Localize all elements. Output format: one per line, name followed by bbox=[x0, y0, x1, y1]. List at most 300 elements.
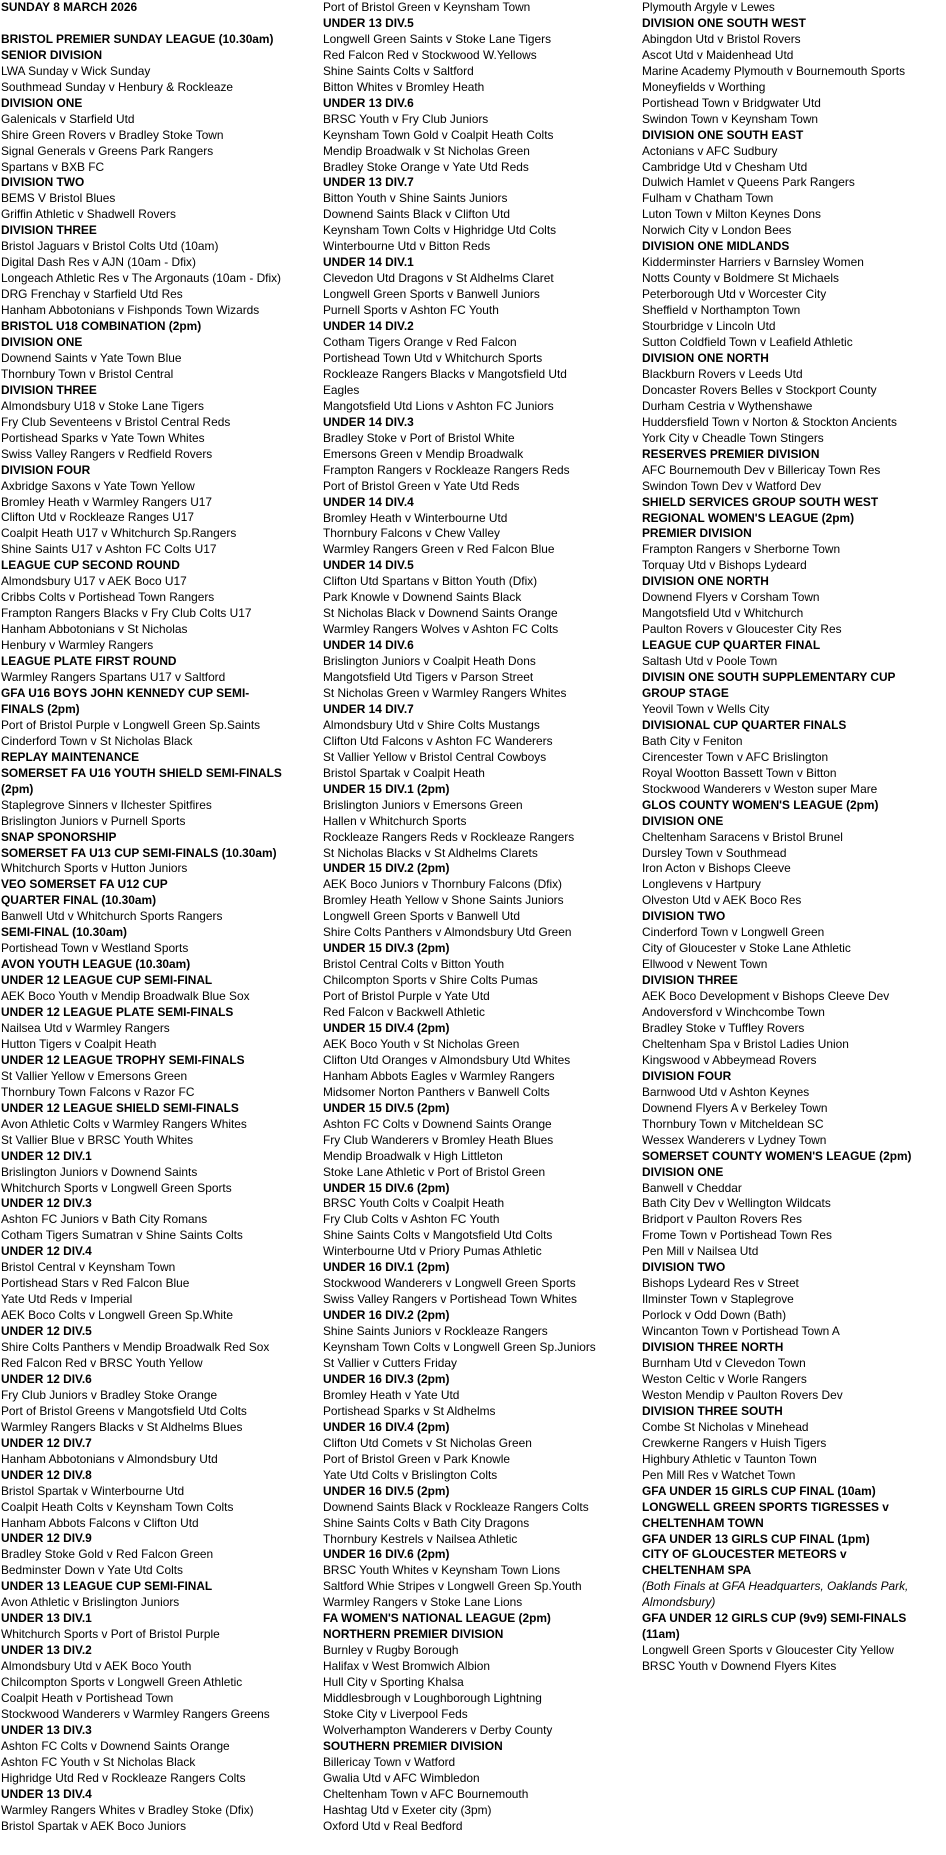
fixture-line: Ascot Utd v Maidenhead Utd bbox=[642, 47, 794, 62]
fixture-line: Longwell Green Sports v Banwell Juniors bbox=[323, 287, 540, 302]
fixture-line: Spartans v BXB FC bbox=[1, 159, 105, 174]
fixture-line: Henbury v Warmley Rangers bbox=[1, 638, 154, 653]
fixture-line: Nailsea Utd v Warmley Rangers bbox=[1, 1020, 170, 1035]
fixture-line: Yate Utd Reds v Imperial bbox=[1, 1292, 133, 1307]
fixture-line: Bristol Central v Keynsham Town bbox=[1, 1260, 176, 1275]
fixture-line: Portishead Town v Bridgwater Utd bbox=[642, 95, 821, 110]
fixture-line: Bath City v Feniton bbox=[642, 733, 743, 748]
fixture-line: Pen Mill v Nailsea Utd bbox=[642, 1244, 759, 1259]
fixture-line: Keynsham Town Colts v Longwell Green Sp.Juniors bbox=[323, 1340, 596, 1355]
fixture-line: St Nicholas Blacks v St Aldhelms Clarets bbox=[323, 845, 538, 860]
section-heading: FA WOMEN'S NATIONAL LEAGUE (2pm) bbox=[323, 1611, 551, 1626]
fixture-line: Stockwood Wanderers v Weston super Mare bbox=[642, 781, 878, 796]
fixtures-column-3 bbox=[642, 0, 946, 1675]
section-heading: UNDER 12 DIV.3 bbox=[1, 1196, 92, 1211]
fixture-line: Fry Club Wanderers v Bromley Heath Blues bbox=[323, 1132, 554, 1147]
fixture-line: Brislington Juniors v Coalpit Heath Dons bbox=[323, 654, 536, 669]
section-heading: UNDER 16 DIV.5 (2pm) bbox=[323, 1483, 450, 1498]
fixture-line: Red Falcon Red v Stockwood W.Yellows bbox=[323, 47, 537, 62]
fixture-line: Red Falcon v Backwell Athletic bbox=[323, 1005, 485, 1020]
fixture-line: St Nicholas Black v Downend Saints Orange bbox=[323, 606, 558, 621]
fixture-line: Bristol Jaguars v Bristol Colts Utd (10am) bbox=[1, 239, 219, 254]
fixture-line: Rockleaze Rangers Reds v Rockleaze Rangers bbox=[323, 829, 575, 844]
fixture-line: Hanham Abbotonians v Fishponds Town Wizards bbox=[1, 303, 260, 318]
fixture-line: Highbury Athletic v Taunton Town bbox=[642, 1451, 817, 1466]
fixture-line: Downend Saints v Yate Town Blue bbox=[1, 350, 182, 365]
section-heading: (11am) bbox=[642, 1627, 680, 1642]
fixture-line: Longwell Green Sports v Banwell Utd bbox=[323, 909, 520, 924]
fixture-line: Longlevens v Hartpury bbox=[642, 877, 761, 892]
fixture-line: Port of Bristol Purple v Longwell Green Sp.Saints bbox=[1, 717, 261, 732]
fixture-line: Mangotsfield Utd Tigers v Parson Street bbox=[323, 670, 534, 685]
section-heading: UNDER 16 DIV.2 (2pm) bbox=[323, 1308, 450, 1323]
fixture-line: Combe St Nicholas v Minehead bbox=[642, 1419, 809, 1434]
fixture-line: Bitton Whites v Bromley Heath bbox=[323, 79, 485, 94]
fixture-line: Clifton Utd Oranges v Almondsbury Utd Whites bbox=[323, 1052, 571, 1067]
fixture-line: Cirencester Town v AFC Brislington bbox=[642, 749, 829, 764]
section-heading: DIVISION FOUR bbox=[642, 1068, 732, 1083]
section-heading: UNDER 14 DIV.7 bbox=[323, 701, 414, 716]
section-heading: UNDER 13 DIV.2 bbox=[1, 1643, 92, 1658]
fixture-line: Downend Flyers A v Berkeley Town bbox=[642, 1100, 828, 1115]
fixture-line: Chilcompton Sports v Longwell Green Athletic bbox=[1, 1675, 243, 1690]
section-heading: DIVISION TWO bbox=[1, 175, 85, 190]
section-heading: SOMERSET COUNTY WOMEN'S LEAGUE (2pm) bbox=[642, 1148, 912, 1163]
fixture-line: Port of Bristol Purple v Yate Utd bbox=[323, 989, 490, 1004]
fixture-line: DRG Frenchay v Starfield Utd Res bbox=[1, 287, 183, 302]
section-heading: UNDER 13 DIV.6 bbox=[323, 95, 414, 110]
fixture-line: BRSC Youth Colts v Coalpit Heath bbox=[323, 1196, 505, 1211]
fixture-line: Portishead Sparks v Yate Town Whites bbox=[1, 430, 205, 445]
fixture-line: Clifton Utd Comets v St Nicholas Green bbox=[323, 1435, 532, 1450]
fixture-line: Fry Club Seventeens v Bristol Central Reds bbox=[1, 414, 231, 429]
fixture-line: Bradley Stoke v Port of Bristol White bbox=[323, 430, 515, 445]
fixture-line: Sheffield v Northampton Town bbox=[642, 303, 801, 318]
fixture-line: Dulwich Hamlet v Queens Park Rangers bbox=[642, 175, 855, 190]
section-heading: UNDER 15 DIV.2 (2pm) bbox=[323, 861, 450, 876]
fixture-line: Stourbridge v Lincoln Utd bbox=[642, 319, 776, 334]
section-heading: UNDER 12 DIV.5 bbox=[1, 1324, 92, 1339]
section-heading: DIVISION ONE bbox=[1, 95, 83, 110]
section-heading: PREMIER DIVISION bbox=[642, 526, 752, 541]
fixture-line: Cambridge Utd v Chesham Utd bbox=[642, 159, 808, 174]
fixture-line: Hanham Abbots Eagles v Warmley Rangers bbox=[323, 1068, 555, 1083]
fixture-line: Marine Academy Plymouth v Bournemouth Sports bbox=[642, 63, 906, 78]
fixture-line: Longeach Athletic Res v The Argonauts (10am - Dfix) bbox=[1, 271, 282, 286]
section-heading: VEO SOMERSET FA U12 CUP bbox=[1, 877, 168, 892]
section-heading: DIVISION ONE bbox=[642, 1164, 724, 1179]
fixture-line: Bromley Heath v Warmley Rangers U17 bbox=[1, 494, 213, 509]
fixture-line: Mendip Broadwalk v St Nicholas Green bbox=[323, 143, 530, 158]
section-heading: REGIONAL WOMEN'S LEAGUE (2pm) bbox=[642, 510, 855, 525]
fixture-line: Whitchurch Sports v Longwell Green Sports bbox=[1, 1180, 232, 1195]
section-heading: GFA UNDER 15 GIRLS CUP FINAL (10am) bbox=[642, 1483, 876, 1498]
fixture-line: AEK Boco Juniors v Thornbury Falcons (Dfix) bbox=[323, 877, 563, 892]
section-heading: DIVISION THREE SOUTH bbox=[642, 1403, 783, 1418]
fixture-line: Swiss Valley Rangers v Portishead Town Whites bbox=[323, 1292, 577, 1307]
fixture-line: Bradley Stoke v Tuffley Rovers bbox=[642, 1021, 805, 1035]
fixture-line: York City v Cheadle Town Stingers bbox=[642, 430, 824, 445]
fixture-line: Durham Cestria v Wythenshawe bbox=[642, 398, 813, 413]
section-heading: REPLAY MAINTENANCE bbox=[1, 749, 140, 764]
fixture-line: St Vallier Blue v BRSC Youth Whites bbox=[1, 1132, 194, 1147]
fixture-line: Yate Utd Colts v Brislington Colts bbox=[323, 1467, 498, 1482]
fixture-line: Frampton Rangers Blacks v Fry Club Colts U17 bbox=[1, 606, 252, 621]
fixture-line: Thornbury Town v Bristol Central bbox=[1, 366, 174, 381]
fixture-line: Clifton Utd v Rockleaze Ranges U17 bbox=[1, 510, 194, 525]
fixture-line: Shine Saints Colts v Bath City Dragons bbox=[323, 1515, 530, 1530]
fixture-line: Bridport v Paulton Rovers Res bbox=[642, 1212, 802, 1227]
section-heading: UNDER 12 LEAGUE SHIELD SEMI-FINALS bbox=[1, 1100, 239, 1115]
fixture-line: Red Falcon Red v BRSC Youth Yellow bbox=[1, 1356, 203, 1370]
fixture-line: Bromley Heath Yellow v Shone Saints Juniors bbox=[323, 893, 564, 908]
fixture-line: Warmley Rangers Spartans U17 v Saltford bbox=[1, 670, 226, 685]
fixture-line: Swindon Town Dev v Watford Dev bbox=[642, 478, 822, 493]
fixture-line: Shire Colts Panthers v Almondsbury Utd Green bbox=[323, 925, 572, 940]
section-heading: DIVISION ONE NORTH bbox=[642, 574, 769, 589]
fixture-line: Kidderminster Harriers v Barnsley Women bbox=[642, 255, 864, 270]
fixture-line: Coalpit Heath v Portishead Town bbox=[1, 1691, 174, 1706]
fixture-line: Clevedon Utd Dragons v St Aldhelms Claret bbox=[323, 271, 554, 286]
fixture-line: BRSC Youth Whites v Keynsham Town Lions bbox=[323, 1563, 561, 1578]
fixture-line: Oxford Utd v Real Bedford bbox=[323, 1818, 463, 1833]
fixture-line: Ashton FC Colts v Downend Saints Orange bbox=[323, 1116, 552, 1131]
section-heading: DIVISION ONE bbox=[642, 813, 724, 828]
fixture-line: Clifton Utd Falcons v Ashton FC Wanderers bbox=[323, 733, 553, 748]
section-heading: UNDER 13 DIV.1 bbox=[1, 1611, 92, 1626]
fixture-line: Wessex Wanderers v Lydney Town bbox=[642, 1132, 827, 1147]
section-heading: GFA UNDER 12 GIRLS CUP (9v9) SEMI-FINALS bbox=[642, 1611, 907, 1626]
fixture-line: Banwell Utd v Whitchurch Sports Rangers bbox=[1, 909, 223, 924]
section-heading: DIVISION FOUR bbox=[1, 462, 91, 477]
fixture-line: Warmley Rangers Green v Red Falcon Blue bbox=[323, 542, 555, 557]
section-heading: UNDER 12 DIV.7 bbox=[1, 1435, 92, 1450]
fixture-line: Highridge Utd Red v Rockleaze Rangers Colts bbox=[1, 1770, 246, 1785]
fixture-line: Avon Athletic Colts v Warmley Rangers Whites bbox=[1, 1116, 247, 1131]
fixture-line: Bristol Spartak v Coalpit Heath bbox=[323, 765, 485, 780]
fixture-line: Warmley Rangers Blacks v St Aldhelms Blues bbox=[1, 1419, 243, 1434]
fixture-line: AEK Boco Development v Bishops Cleeve Dev bbox=[642, 989, 890, 1004]
section-heading: GFA UNDER 13 GIRLS CUP FINAL (1pm) bbox=[642, 1531, 870, 1546]
fixture-line: Porlock v Odd Down (Bath) bbox=[642, 1308, 787, 1323]
section-heading: BRISTOL U18 COMBINATION (2pm) bbox=[1, 319, 202, 334]
venue-note: (Both Finals at GFA Headquarters, Oaklands Park, bbox=[642, 1579, 909, 1594]
fixture-line: Bishops Lydeard Res v Street bbox=[642, 1276, 799, 1291]
section-heading: SENIOR DIVISION bbox=[1, 47, 103, 62]
fixture-line: Gwalia Utd v AFC Wimbledon bbox=[323, 1770, 480, 1785]
fixture-line: Cheltenham Spa v Bristol Ladies Union bbox=[642, 1036, 849, 1051]
section-heading: UNDER 15 DIV.4 (2pm) bbox=[323, 1021, 450, 1035]
fixture-line: Bradley Stoke Gold v Red Falcon Green bbox=[1, 1547, 214, 1562]
section-heading: UNDER 12 DIV.1 bbox=[1, 1148, 92, 1163]
fixture-line: Huddersfield Town v Norton & Stockton Ancients bbox=[642, 414, 897, 429]
fixture-line: Mendip Broadwalk v High Littleton bbox=[323, 1148, 503, 1163]
fixture-line: Port of Bristol Green v Park Knowle bbox=[323, 1451, 511, 1466]
fixture-line: Keynsham Town Gold v Coalpit Heath Colts bbox=[323, 127, 554, 142]
fixture-line: Shire Green Rovers v Bradley Stoke Town bbox=[1, 127, 224, 142]
fixture-line: Swindon Town v Keynsham Town bbox=[642, 111, 819, 126]
fixture-line: Digital Dash Res v AJN (10am - Dfix) bbox=[1, 255, 196, 270]
fixture-line: Cotham Tigers Sumatran v Shine Saints Colts bbox=[1, 1228, 243, 1243]
fixture-line: Griffin Athletic v Shadwell Rovers bbox=[1, 207, 176, 222]
section-heading: UNDER 13 DIV.3 bbox=[1, 1722, 92, 1737]
section-heading: UNDER 15 DIV.1 (2pm) bbox=[323, 781, 450, 796]
venue-note: Almondsbury) bbox=[642, 1595, 716, 1610]
section-heading: SNAP SPONORSHIP bbox=[1, 829, 117, 844]
section-heading: UNDER 12 DIV.8 bbox=[1, 1467, 92, 1482]
fixture-line: Moneyfields v Worthing bbox=[642, 79, 766, 94]
fixture-line: Blackburn Rovers v Leeds Utd bbox=[642, 366, 803, 381]
fixture-line: Hallen v Whitchurch Sports bbox=[323, 813, 467, 828]
fixture-line: Portishead Stars v Red Falcon Blue bbox=[1, 1276, 190, 1291]
fixture-line: Ilminster Town v Staplegrove bbox=[642, 1292, 794, 1307]
section-heading: DIVISION ONE MIDLANDS bbox=[642, 239, 790, 254]
fixture-line: Stoke Lane Athletic v Port of Bristol Green bbox=[323, 1164, 546, 1179]
section-heading: CHELTENHAM TOWN bbox=[642, 1515, 764, 1530]
fixture-line: Almondsbury Utd v Shire Colts Mustangs bbox=[323, 717, 540, 732]
fixture-line: Banwell v Cheddar bbox=[642, 1180, 742, 1195]
fixture-line: Southmead Sunday v Henbury & Rockleaze bbox=[1, 79, 234, 94]
section-heading: DIVISION THREE bbox=[1, 382, 97, 397]
section-heading: UNDER 16 DIV.3 (2pm) bbox=[323, 1371, 450, 1386]
fixture-line: Kingswood v Abbeymead Rovers bbox=[642, 1052, 817, 1067]
section-heading: LEAGUE CUP QUARTER FINAL bbox=[642, 638, 821, 653]
fixture-line: Halifax v West Bromwich Albion bbox=[323, 1659, 490, 1674]
fixture-line: Bromley Heath v Winterbourne Utd bbox=[323, 510, 508, 525]
fixture-line: Billericay Town v Watford bbox=[323, 1754, 456, 1769]
fixture-line: Warmley Rangers Wolves v Ashton FC Colts bbox=[323, 622, 559, 637]
fixture-line: Hashtag Utd v Exeter city (3pm) bbox=[323, 1802, 492, 1817]
fixture-line: Cribbs Colts v Portishead Town Rangers bbox=[1, 590, 215, 605]
fixture-line: Brislington Juniors v Emersons Green bbox=[323, 797, 523, 812]
fixture-line: Swiss Valley Rangers v Redfield Rovers bbox=[1, 446, 213, 461]
fixture-line: Saltash Utd v Poole Town bbox=[642, 654, 778, 669]
fixture-line: St Vallier v Cutters Friday bbox=[323, 1356, 457, 1371]
section-heading: UNDER 14 DIV.3 bbox=[323, 414, 414, 429]
fixture-line: Brislington Juniors v Downend Saints bbox=[1, 1164, 198, 1179]
fixture-line: Andoversford v Winchcombe Town bbox=[642, 1005, 825, 1020]
section-heading: DIVISIN ONE SOUTH SUPPLEMENTARY CUP bbox=[642, 670, 896, 685]
fixture-line: Almondsbury Utd v AEK Boco Youth bbox=[1, 1659, 192, 1674]
section-heading: UNDER 13 DIV.5 bbox=[323, 15, 414, 30]
fixture-line: Burnley v Rugby Borough bbox=[323, 1643, 459, 1658]
fixture-line: Plymouth Argyle v Lewes bbox=[642, 0, 775, 14]
section-heading: SEMI-FINAL (10.30am) bbox=[1, 925, 127, 940]
fixture-line: Luton Town v Milton Keynes Dons bbox=[642, 207, 821, 222]
section-heading: UNDER 12 DIV.9 bbox=[1, 1531, 92, 1546]
fixture-line: Ellwood v Newent Town bbox=[642, 957, 768, 972]
fixture-line: Park Knowle v Downend Saints Black bbox=[323, 590, 522, 605]
fixture-line: Almondsbury U18 v Stoke Lane Tigers bbox=[1, 398, 204, 413]
fixture-line: Rockleaze Rangers Blacks v Mangotsfield Utd bbox=[323, 366, 567, 381]
fixture-line: Bristol Spartak v AEK Boco Juniors bbox=[1, 1818, 187, 1833]
fixture-line: BEMS V Bristol Blues bbox=[1, 191, 116, 206]
fixture-line: St Vallier Yellow v Emersons Green bbox=[1, 1068, 188, 1083]
section-heading: BRISTOL PREMIER SUNDAY LEAGUE (10.30am) bbox=[1, 31, 274, 46]
fixture-line: BRSC Youth v Fry Club Juniors bbox=[323, 111, 489, 126]
fixture-line: Torquay Utd v Bishops Lydeard bbox=[642, 558, 807, 573]
fixture-line: Thornbury Town v Mitcheldean SC bbox=[642, 1116, 824, 1131]
fixture-line: Frampton Rangers v Rockleaze Rangers Reds bbox=[323, 462, 570, 477]
fixture-line: Mangotsfield Utd v Whitchurch bbox=[642, 606, 804, 621]
fixture-line: Bitton Youth v Shine Saints Juniors bbox=[323, 191, 508, 206]
fixture-line: Bromley Heath v Yate Utd bbox=[323, 1387, 460, 1402]
fixture-line: Fulham v Chatham Town bbox=[642, 191, 774, 206]
section-heading: DIVISION ONE SOUTH WEST bbox=[642, 15, 806, 30]
fixture-line: Shine Saints Colts v Saltford bbox=[323, 63, 474, 78]
fixture-line: Bath City Dev v Wellington Wildcats bbox=[642, 1196, 831, 1211]
fixture-line: Norwich City v London Bees bbox=[642, 223, 792, 238]
fixture-line: Weston Celtic v Worle Rangers bbox=[642, 1371, 807, 1386]
section-heading: UNDER 16 DIV.6 (2pm) bbox=[323, 1547, 450, 1562]
fixture-line: Whitchurch Sports v Port of Bristol Purple bbox=[1, 1627, 220, 1642]
fixture-line: Iron Acton v Bishops Cleeve bbox=[642, 861, 791, 876]
fixture-line: Longwell Green Sports v Gloucester City Yellow bbox=[642, 1643, 894, 1658]
section-heading: DIVISION THREE bbox=[1, 223, 97, 238]
fixture-line: Brislington Juniors v Purnell Sports bbox=[1, 813, 186, 828]
fixture-line: LWA Sunday v Wick Sunday bbox=[1, 63, 151, 78]
fixture-line: Dursley Town v Southmead bbox=[642, 845, 787, 860]
fixture-line: Thornbury Town Falcons v Razor FC bbox=[1, 1084, 195, 1099]
section-heading: UNDER 14 DIV.6 bbox=[323, 638, 414, 653]
fixture-line: Downend Saints Black v Rockleaze Rangers Colts bbox=[323, 1499, 589, 1514]
fixture-line: St Vallier Yellow v Bristol Central Cowboys bbox=[323, 749, 547, 764]
section-heading: DIVISION ONE NORTH bbox=[642, 350, 769, 365]
fixture-line: Warmley Rangers Whites v Bradley Stoke (Dfix) bbox=[1, 1802, 254, 1817]
fixture-line: Port of Bristol Green v Keynsham Town bbox=[323, 0, 531, 14]
section-heading: GFA U16 BOYS JOHN KENNEDY CUP SEMI- bbox=[1, 685, 250, 700]
fixture-line: Clifton Utd Spartans v Bitton Youth (Dfix) bbox=[323, 574, 538, 589]
fixture-line: Frome Town v Portishead Town Res bbox=[642, 1228, 832, 1243]
fixture-line: Keynsham Town Colts v Highridge Utd Colts bbox=[323, 223, 557, 238]
section-heading: UNDER 12 DIV.4 bbox=[1, 1244, 92, 1259]
fixture-line: Wincanton Town v Portishead Town A bbox=[642, 1324, 840, 1339]
fixture-line: Bedminster Down v Yate Utd Colts bbox=[1, 1563, 183, 1578]
section-heading: QUARTER FINAL (10.30am) bbox=[1, 893, 157, 908]
fixture-line: Axbridge Saxons v Yate Town Yellow bbox=[1, 478, 195, 493]
section-heading: SHIELD SERVICES GROUP SOUTH WEST bbox=[642, 494, 879, 509]
section-heading: UNDER 14 DIV.1 bbox=[323, 255, 414, 270]
fixture-line: Mangotsfield Utd Lions v Ashton FC Juniors bbox=[323, 398, 554, 413]
fixture-line: Shire Colts Panthers v Mendip Broadwalk Red Sox bbox=[1, 1340, 270, 1355]
fixture-line: Doncaster Rovers Belles v Stockport County bbox=[642, 382, 877, 397]
fixture-line: Olveston Utd v AEK Boco Res bbox=[642, 893, 802, 908]
fixture-line: Portishead Sparks v St Aldhelms bbox=[323, 1403, 496, 1418]
fixture-line: Winterbourne Utd v Bitton Reds bbox=[323, 239, 491, 254]
fixture-line: Fry Club Colts v Ashton FC Youth bbox=[323, 1212, 500, 1227]
fixture-line: Downend Flyers v Corsham Town bbox=[642, 590, 820, 605]
section-heading: DIVISION ONE SOUTH EAST bbox=[642, 127, 804, 142]
fixture-line: Stockwood Wanderers v Longwell Green Sports bbox=[323, 1276, 576, 1291]
section-heading: CITY OF GLOUCESTER METEORS v bbox=[642, 1547, 847, 1562]
section-heading: UNDER 15 DIV.6 (2pm) bbox=[323, 1180, 450, 1195]
section-heading: UNDER 16 DIV.1 (2pm) bbox=[323, 1260, 450, 1275]
fixture-line: AFC Bournemouth Dev v Billericay Town Res bbox=[642, 462, 881, 477]
fixture-line: Shine Saints U17 v Ashton FC Colts U17 bbox=[1, 542, 217, 557]
section-heading: DIVISION THREE bbox=[642, 973, 738, 988]
section-heading: UNDER 16 DIV.4 (2pm) bbox=[323, 1419, 450, 1434]
fixture-line: Hutton Tigers v Coalpit Heath bbox=[1, 1036, 157, 1051]
spacer bbox=[1, 16, 319, 32]
fixture-line: Cinderford Town v St Nicholas Black bbox=[1, 733, 193, 748]
fixture-line: Cheltenham Town v AFC Bournemouth bbox=[323, 1786, 529, 1801]
section-heading: UNDER 12 LEAGUE TROPHY SEMI-FINALS bbox=[1, 1052, 245, 1067]
fixture-line: Fry Club Juniors v Bradley Stoke Orange bbox=[1, 1387, 218, 1402]
fixture-line: Abingdon Utd v Bristol Rovers bbox=[642, 31, 801, 46]
fixture-line: Actonians v AFC Sudbury bbox=[642, 143, 778, 158]
section-heading: SUNDAY 8 MARCH 2026 bbox=[1, 0, 138, 14]
fixtures-column-1 bbox=[1, 0, 319, 1835]
section-heading: DIVISION TWO bbox=[642, 909, 726, 924]
fixture-line: Yeovil Town v Wells City bbox=[642, 701, 770, 716]
fixture-line: Coalpit Heath U17 v Whitchurch Sp.Rangers bbox=[1, 526, 237, 541]
fixture-line: Royal Wootton Bassett Town v Bitton bbox=[642, 765, 837, 780]
section-heading: GROUP STAGE bbox=[642, 685, 729, 700]
section-heading: NORTHERN PREMIER DIVISION bbox=[323, 1627, 504, 1642]
fixture-line: Stockwood Wanderers v Warmley Rangers Greens bbox=[1, 1706, 270, 1721]
section-heading: LEAGUE CUP SECOND ROUND bbox=[1, 558, 180, 573]
fixture-line: Port of Bristol Green v Yate Utd Reds bbox=[323, 478, 520, 493]
section-heading: UNDER 14 DIV.5 bbox=[323, 558, 414, 573]
fixture-line: Wolverhampton Wanderers v Derby County bbox=[323, 1722, 553, 1737]
section-heading: CHELTENHAM SPA bbox=[642, 1563, 752, 1578]
fixture-line: AEK Boco Youth v St Nicholas Green bbox=[323, 1036, 520, 1051]
fixture-line: Bristol Central Colts v Bitton Youth bbox=[323, 957, 505, 972]
fixture-line: Saltford Whie Stripes v Longwell Green Sp.Youth bbox=[323, 1579, 582, 1594]
fixture-line: Cheltenham Saracens v Bristol Brunel bbox=[642, 829, 843, 844]
fixture-line: AEK Boco Colts v Longwell Green Sp.White bbox=[1, 1308, 233, 1323]
fixture-line: Barnwood Utd v Ashton Keynes bbox=[642, 1084, 810, 1099]
fixture-line: Emersons Green v Mendip Broadwalk bbox=[323, 446, 524, 461]
section-heading: RESERVES PREMIER DIVISION bbox=[642, 446, 820, 461]
fixture-line: Signal Generals v Greens Park Rangers bbox=[1, 143, 214, 158]
fixture-line: Warmley Rangers v Stoke Lane Lions bbox=[323, 1595, 523, 1610]
fixture-line: Hull City v Sporting Khalsa bbox=[323, 1675, 464, 1690]
fixture-line: Midsomer Norton Panthers v Banwell Colts bbox=[323, 1084, 550, 1099]
section-heading: UNDER 14 DIV.4 bbox=[323, 494, 414, 509]
fixture-line: Cinderford Town v Longwell Green bbox=[642, 925, 825, 940]
fixture-line: Bristol Spartak v Winterbourne Utd bbox=[1, 1483, 185, 1498]
section-heading: UNDER 14 DIV.2 bbox=[323, 319, 414, 334]
fixture-line: Longwell Green Saints v Stoke Lane Tigers bbox=[323, 31, 552, 46]
fixture-line: Portishead Town v Westland Sports bbox=[1, 941, 189, 956]
fixture-line: Winterbourne Utd v Priory Pumas Athletic bbox=[323, 1244, 542, 1259]
fixture-line: Ashton FC Colts v Downend Saints Orange bbox=[1, 1738, 230, 1753]
fixture-line: Hanham Abbotonians v St Nicholas bbox=[1, 622, 188, 637]
fixture-line: Notts County v Boldmere St Michaels bbox=[642, 271, 839, 286]
section-heading: SOMERSET FA U13 CUP SEMI-FINALS (10.30am) bbox=[1, 845, 277, 860]
fixture-line: Coalpit Heath Colts v Keynsham Town Colts bbox=[1, 1499, 234, 1514]
section-heading: UNDER 15 DIV.3 (2pm) bbox=[323, 941, 450, 956]
fixture-line: Pen Mill Res v Watchet Town bbox=[642, 1467, 796, 1482]
fixture-line: Frampton Rangers v Sherborne Town bbox=[642, 542, 841, 557]
section-heading: AVON YOUTH LEAGUE (10.30am) bbox=[1, 957, 191, 972]
fixture-line: Cotham Tigers Orange v Red Falcon bbox=[323, 335, 517, 350]
fixture-line: Almondsbury U17 v AEK Boco U17 bbox=[1, 574, 187, 589]
fixture-line: Avon Athletic v Brislington Juniors bbox=[1, 1595, 180, 1610]
section-heading: FINALS (2pm) bbox=[1, 701, 80, 716]
fixture-line: Port of Bristol Greens v Mangotsfield Utd Colts bbox=[1, 1403, 247, 1418]
section-heading: UNDER 12 LEAGUE CUP SEMI-FINAL bbox=[1, 973, 213, 988]
fixture-line: Thornbury Falcons v Chew Valley bbox=[323, 526, 500, 541]
section-heading: UNDER 12 DIV.6 bbox=[1, 1371, 92, 1386]
fixture-line: Paulton Rovers v Gloucester City Res bbox=[642, 622, 842, 637]
fixture-line: Shine Saints Colts v Mangotsfield Utd Colts bbox=[323, 1228, 553, 1243]
section-heading: DIVISION TWO bbox=[642, 1260, 726, 1275]
section-heading: SOUTHERN PREMIER DIVISION bbox=[323, 1738, 503, 1753]
fixture-line: Weston Mendip v Paulton Rovers Dev bbox=[642, 1387, 843, 1402]
fixture-line: Burnham Utd v Clevedon Town bbox=[642, 1356, 806, 1371]
